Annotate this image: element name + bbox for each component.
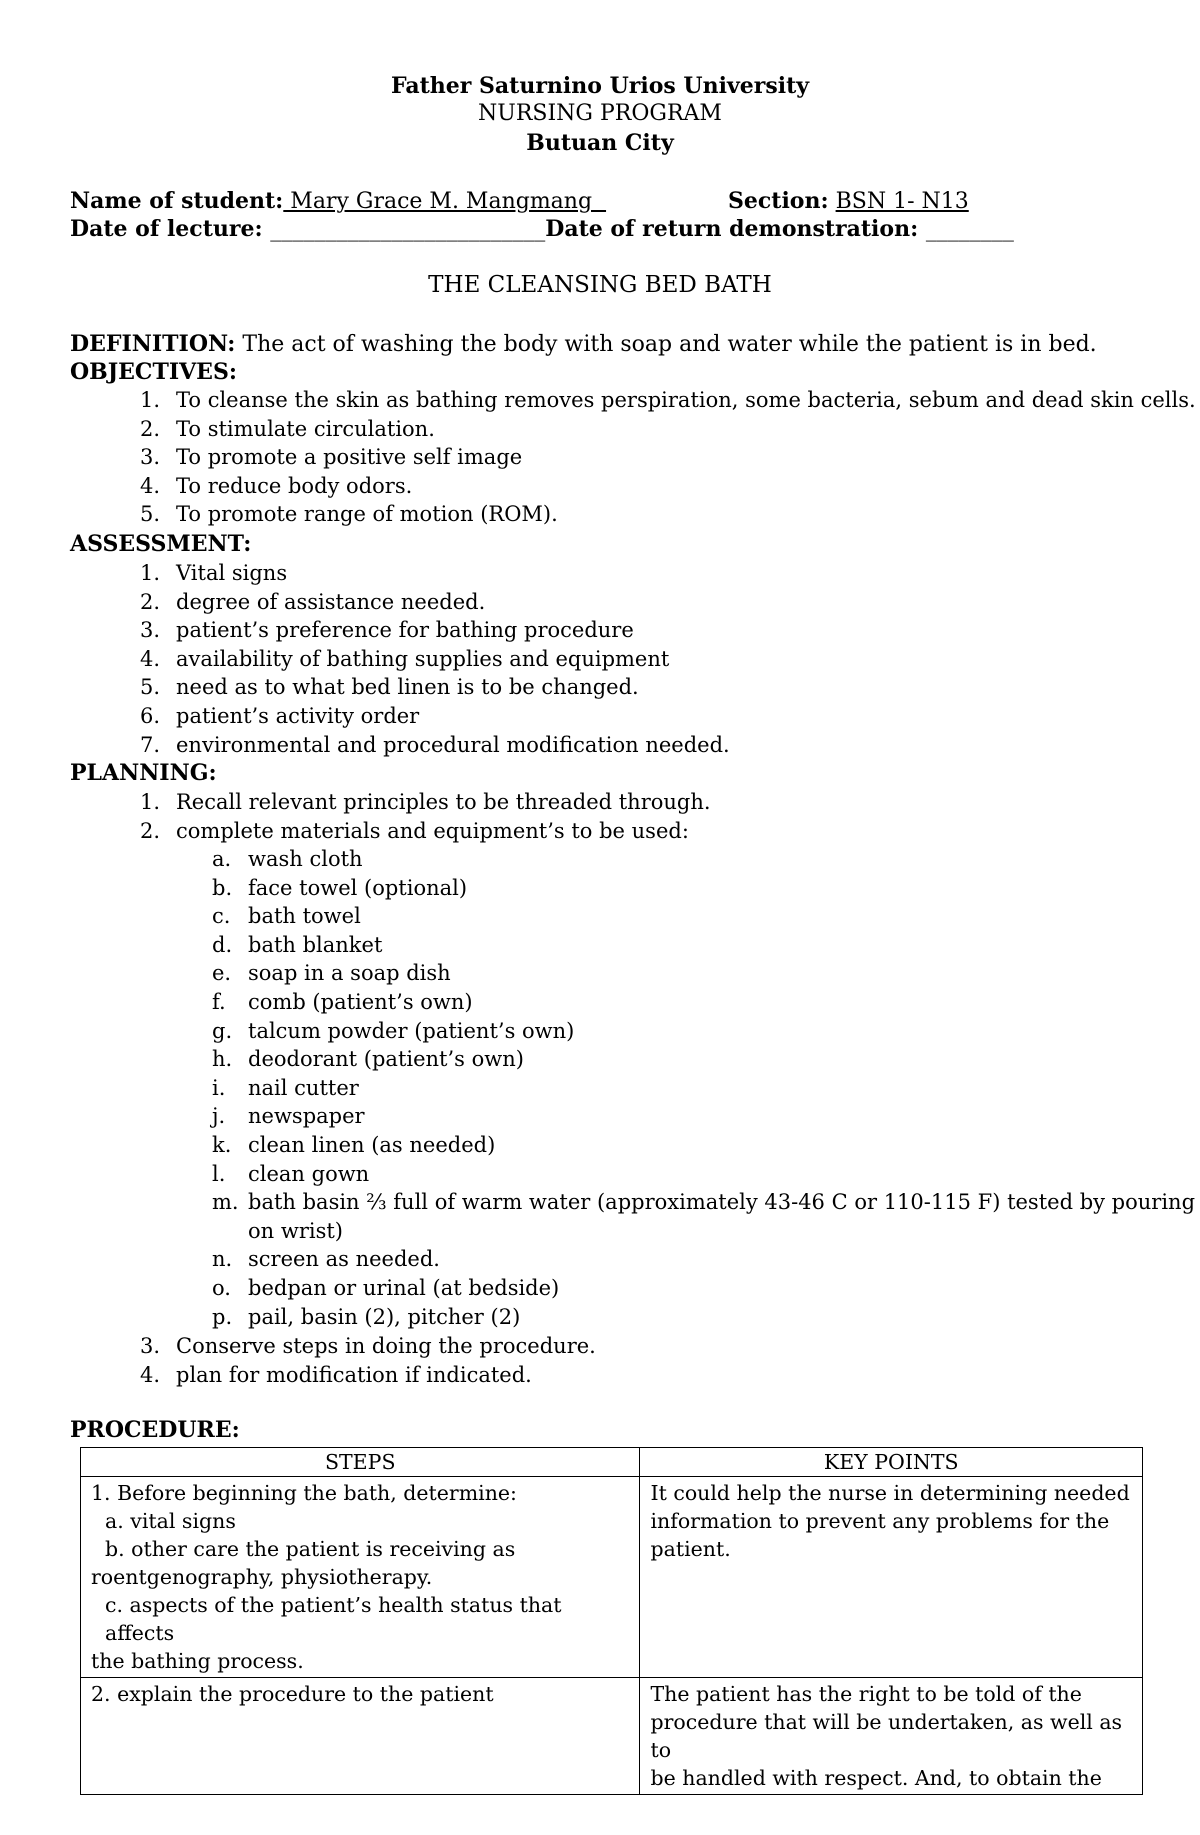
assessment-heading: ASSESSMENT: [70,531,252,557]
procedure-header-row [81,1448,1143,1477]
assessment-item-number: 5. [140,675,161,700]
definition-label: DEFINITION: [70,331,236,357]
planning-item [140,788,711,816]
material-item-text: bath blanket [248,932,383,957]
material-item-text: bedpan or urinal (at bedside) [248,1276,560,1300]
material-item-number: h. [212,1047,233,1072]
lecture-date-label: Date of lecture: [70,216,271,242]
assessment-item [140,702,419,730]
material-item-number: b. [212,875,233,900]
step-line: roentgenography, physiotherapy. [91,1565,433,1589]
step-line: the bathing process. [91,1649,304,1673]
return-demo-blank: ________ [925,217,1014,242]
material-item [212,1045,524,1073]
definition-text: The act of washing the body with soap and water while the patient is in bed. [235,332,1097,357]
material-item-number: k. [212,1133,232,1157]
assessment-item [140,588,485,616]
key-point-line: patient. [650,1537,731,1561]
material-item-text: bath towel [248,904,361,929]
material-item-text: deodorant (patient’s own) [248,1047,524,1072]
material-item-text: wash cloth [248,847,363,871]
material-item [212,1303,520,1331]
key-point-line: be handled with respect. And, to obtain the [650,1766,1102,1790]
planning-item-text: complete materials and equipment’s to be used: [176,818,689,843]
assessment-item [140,616,634,644]
material-item-number: n. [212,1247,233,1272]
assessment-item-text: environmental and procedural modification needed. [176,732,730,757]
assessment-item-number: 1. [140,561,161,585]
material-item [212,874,467,902]
planning-heading: PLANNING: [70,760,217,786]
city-name: Butuan City [526,130,674,156]
section-label: Section: [728,188,829,214]
material-item-number: o. [212,1276,231,1300]
material-item [212,1074,359,1102]
material-item-text: newspaper [248,1104,365,1129]
objective-item [140,472,412,500]
key-point-cell [640,1477,1143,1678]
assessment-item-number: 3. [140,618,161,643]
objective-item [140,386,1196,414]
objective-item-text: To cleanse the skin as bathing removes perspiration, some bacteria, sebum and dead skin cells. [176,388,1196,412]
material-item-number: a. [212,847,232,871]
planning-after-item-text: plan for modification if indicated. [176,1362,532,1387]
objective-item-text: To stimulate circulation. [176,416,435,441]
planning-after-item-number: 4. [140,1362,161,1387]
material-item-text: talcum powder (patient’s own) [248,1018,575,1043]
material-item-text: pail, basin (2), pitcher (2) [248,1304,521,1329]
student-name-row [70,187,606,216]
material-item [212,1017,574,1045]
return-demo-label: Date of return demonstration: [545,216,926,242]
assessment-item-text: need as to what bed linen is to be changed. [176,675,639,700]
assessment-item-number: 6. [140,704,161,728]
definition-row [70,330,1097,359]
objective-item-text: To promote range of motion (ROM). [176,502,558,527]
material-item [212,902,361,930]
step-line: a. vital signs [105,1509,236,1533]
material-item-number: c. [212,904,231,929]
key-point-line: procedure that will be undertaken, as well as to [650,1710,1123,1762]
material-item [212,1102,365,1130]
material-item-text: face towel (optional) [248,875,468,900]
assessment-item-text: availability of bathing supplies and equipment [176,646,670,671]
step-cell [81,1477,640,1678]
objective-item [140,415,435,443]
table-row [81,1477,1143,1678]
step-line: b. other care the patient is receiving as [105,1537,516,1561]
assessment-item-number: 7. [140,732,161,757]
assessment-item [140,559,287,587]
material-item-number: p. [212,1304,233,1329]
steps-column-header: STEPS [81,1448,640,1477]
key-point-cell [640,1678,1143,1795]
key-point-line: information to prevent any problems for the [650,1509,1110,1533]
step-cell [81,1678,640,1795]
objective-item-number: 3. [140,445,161,470]
assessment-item [140,645,669,673]
material-item [212,1188,1195,1216]
step-line: c. aspects of the patient’s health status that affects [105,1593,562,1645]
material-item-number: d. [212,932,233,957]
table-row [81,1678,1143,1795]
planning-item-number: 2. [140,818,161,843]
section-value: BSN 1- N13 [835,189,969,214]
material-item-text: bath basin ⅔ full of warm water (approximately 43-46 C or 110-115 F) tested by pouring [248,1190,1196,1215]
assessment-item-number: 2. [140,589,161,614]
student-name-label: Name of student: [70,188,284,214]
objective-item-number: 5. [140,502,161,527]
assessment-item-text: patient’s activity order [176,704,420,728]
material-item [212,959,451,987]
material-item [212,845,363,873]
material-item-number: l. [212,1161,226,1186]
material-item [212,1160,369,1188]
material-item-text: comb (patient’s own) [248,990,473,1014]
objective-item-number: 4. [140,473,161,498]
material-item-number: i. [212,1075,226,1100]
planning-after-item [140,1361,532,1389]
program-name: NURSING PROGRAM [478,101,722,126]
material-item-number: j. [212,1104,226,1129]
objectives-heading: OBJECTIVES: [70,359,237,385]
material-item [212,988,473,1016]
planning-item-number: 1. [140,790,161,814]
material-item-text: soap in a soap dish [248,961,451,986]
assessment-item [140,673,639,701]
material-item-number: f. [212,990,226,1014]
planning-item [140,817,689,845]
assessment-item-text: patient’s preference for bathing procedure [176,618,634,643]
key-points-column-header: KEY POINTS [640,1448,1143,1477]
objective-item-number: 1. [140,388,161,412]
section-row [728,187,969,216]
procedure-heading: PROCEDURE: [70,1417,240,1443]
lecture-date-blank: _________________________ [270,217,546,242]
key-point-line: It could help the nurse in determining needed [650,1481,1130,1505]
material-item-text: nail cutter [248,1075,359,1100]
material-item [212,931,382,959]
dates-row [70,215,1014,244]
assessment-item-number: 4. [140,646,161,671]
planning-after-item-number: 3. [140,1334,161,1358]
objective-item-text: To reduce body odors. [176,473,413,498]
key-point-line: The patient has the right to be told of the [650,1682,1082,1706]
step-line: 1. Before beginning the bath, determine: [91,1481,517,1505]
assessment-item [140,731,730,759]
student-name-value: Mary Grace M. Mangmang [283,189,607,214]
objective-item-text: To promote a positive self image [176,445,523,470]
material-item-text: on wrist) [248,1218,343,1243]
university-name: Father Saturnino Urios University [390,73,810,99]
step-line: 2. explain the procedure to the patient [91,1682,494,1706]
planning-item-text: Recall relevant principles to be threaded through. [176,790,711,814]
material-item [212,1274,559,1302]
objective-item [140,443,522,471]
material-item-text: clean gown [248,1161,370,1186]
planning-after-item-text: Conserve steps in doing the procedure. [176,1334,596,1358]
objective-item-number: 2. [140,416,161,441]
assessment-item-text: Vital signs [176,561,288,585]
material-item-number: m. [212,1190,239,1215]
material-item-number: e. [212,961,232,986]
procedure-table [80,1447,1143,1795]
objective-item [140,500,558,528]
document-title: THE CLEANSING BED BATH [428,272,772,298]
planning-after-item [140,1332,596,1360]
material-item [212,1217,343,1245]
material-item-number: g. [212,1018,233,1043]
material-item [212,1131,495,1159]
material-item [212,1245,440,1273]
assessment-item-text: degree of assistance needed. [176,589,486,614]
material-item-text: screen as needed. [248,1247,440,1272]
material-item-text: clean linen (as needed) [248,1133,496,1157]
